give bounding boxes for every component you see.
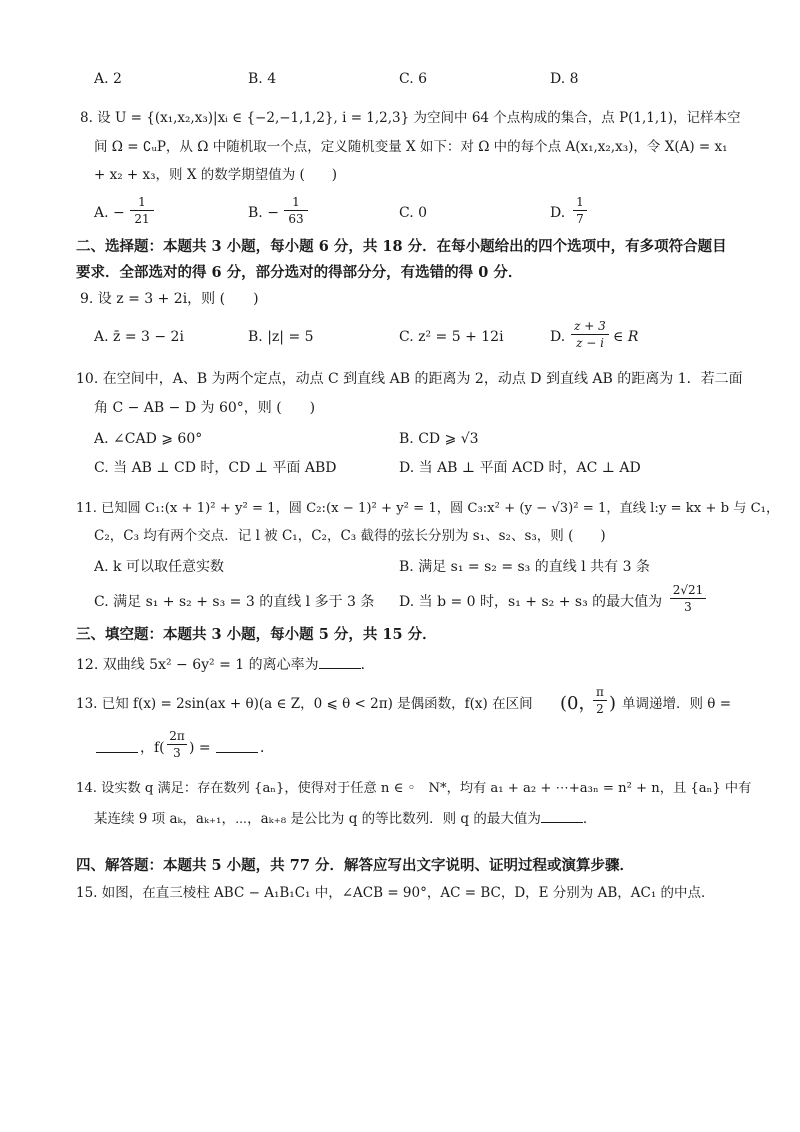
q12-answer-blank[interactable] bbox=[319, 656, 361, 669]
q11-line-1: 11. 已知圆 C₁:(x + 1)² + y² = 1，圆 C₂:(x − 1)² + y² = 1，圆 C₃:x² + (y − √3)² = 1，直线 l:y = kx + b 与 C₁， bbox=[76, 501, 780, 516]
q11-line-2: C₂，C₃ 均有两个交点．记 l 被 C₁，C₂，C₃ 截得的弦长分别为 s₁、s₂、s₃，则 ( ) bbox=[94, 528, 606, 544]
q13-f-fraction: $\frac{2\pi}{3}$ bbox=[167, 730, 187, 759]
q8-option-b-fraction: $\frac{1}{63}$ bbox=[284, 196, 308, 225]
q13-interval-open: (0， bbox=[560, 693, 597, 714]
q7-option-a: A. 2 bbox=[94, 71, 122, 87]
q13-interval-fraction: $\frac{\pi}{2}$ bbox=[593, 686, 607, 715]
q8-option-c: C. 0 bbox=[399, 205, 428, 221]
q8-line-1: 8. 设 U = {(x₁,x₂,x₃)|xᵢ ∈ {−2,−1,1,2}, i = 1,2,3} 为空间中 64 个点构成的集合，点 P(1,1,1)，记样本空 bbox=[80, 110, 741, 126]
section-2-heading-line-1: 二、选择题：本题共 3 小题，每小题 6 分，共 18 分．在每小题给出的四个选项中，有多项符合题目 bbox=[76, 238, 727, 255]
q14-line-1: 14. 设实数 q 满足：存在数列 {aₙ}，使得对于任意 n ∈ ◦ N*，均有 a₁ + a₂ + ⋯+a₃ₙ = n² + n，且 {aₙ} 中有 bbox=[76, 781, 752, 796]
q10-line-1: 10. 在空间中，A、B 为两个定点，动点 C 到直线 AB 的距离为 2，动点 D 到直线 AB 的距离为 1．若二面 bbox=[76, 371, 743, 387]
q10-option-d: D. 当 AB ⊥ 平面 ACD 时，AC ⊥ AD bbox=[399, 460, 641, 476]
q13-line-1-a: 13. 已知 f(x) = 2sin(ax + θ)(a ∈ Z，0 ⩽ θ < 2π) 是偶函数，f(x) 在区间 bbox=[76, 696, 533, 712]
q9-option-d-fraction: $\frac{z + 3}{z - i}$ bbox=[571, 320, 609, 349]
q11-option-c: C. 满足 s₁ + s₂ + s₃ = 3 的直线 l 多于 3 条 bbox=[94, 594, 375, 610]
q11-option-d-prefix: D. 当 b = 0 时，s₁ + s₂ + s₃ 的最大值为 bbox=[399, 594, 663, 610]
q14-line-2: 某连续 9 项 aₖ，aₖ₊₁，⋯，aₖ₊₈ 是公比为 q 的等比数列．则 q 的最大值为 ． bbox=[94, 811, 597, 827]
q9-option-c: C. z² = 5 + 12i bbox=[399, 329, 504, 345]
q13-f-value-blank[interactable] bbox=[216, 740, 258, 753]
section-2-heading-line-2: 要求．全部选对的得 6 分，部分选对的得部分分，有选错的得 0 分． bbox=[76, 264, 523, 281]
section-3-heading: 三、填空题：本题共 3 小题，每小题 5 分，共 15 分． bbox=[76, 626, 437, 643]
q15-stem: 15. 如图，在直三棱柱 ABC − A₁B₁C₁ 中，∠ACB = 90°，AC = BC，D，E 分别为 AB，AC₁ 的中点． bbox=[76, 885, 715, 901]
q11-option-b: B. 满足 s₁ = s₂ = s₃ 的直线 l 共有 3 条 bbox=[399, 559, 650, 575]
q10-option-c: C. 当 AB ⊥ CD 时，CD ⊥ 平面 ABD bbox=[94, 460, 337, 476]
q8-line-3: + x₂ + x₃，则 X 的数学期望值为 ( ) bbox=[94, 167, 338, 183]
section-4-heading: 四、解答题：本题共 5 小题，共 77 分．解答应写出文字说明、证明过程或演算步骤． bbox=[76, 857, 634, 874]
q9-option-d-suffix: ∈ R bbox=[613, 329, 639, 345]
q7-option-d: D. 8 bbox=[550, 71, 579, 87]
q9-option-d-prefix: D. bbox=[550, 329, 566, 345]
q13-line-2-a: ，f( bbox=[140, 740, 165, 756]
q9-stem: 9. 设 z = 3 + 2i，则 ( ) bbox=[80, 291, 259, 307]
q13-line-1-d: 单调递增．则 θ = bbox=[622, 696, 732, 712]
q13-interval-close: ) bbox=[609, 693, 617, 714]
q8-option-a-fraction: $\frac{1}{21}$ bbox=[130, 196, 154, 225]
q9-option-a: A. z̄ = 3 − 2i bbox=[94, 329, 184, 345]
q7-option-b: B. 4 bbox=[248, 71, 277, 87]
q10-option-b: B. CD ⩾ √3 bbox=[399, 431, 479, 447]
q13-theta-blank[interactable] bbox=[96, 740, 138, 753]
q8-option-b-prefix: B. − bbox=[248, 205, 279, 221]
q8-option-d-prefix: D. bbox=[550, 205, 566, 221]
q10-line-2: 角 C − AB − D 为 60°，则 ( ) bbox=[94, 400, 316, 416]
q14-answer-blank[interactable] bbox=[541, 810, 583, 823]
q13-line-2-c: ． bbox=[260, 740, 274, 756]
q7-option-c: C. 6 bbox=[399, 71, 428, 87]
q12-stem: 12. 双曲线 5x² − 6y² = 1 的离心率为 ． bbox=[76, 657, 375, 673]
q8-line-2: 间 Ω = ∁ᵤP，从 Ω 中随机取一个点，定义随机变量 X 如下：对 Ω 中的每个点 A(x₁,x₂,x₃)，令 X(A) = x₁ bbox=[94, 139, 728, 155]
q11-option-d-fraction: $\frac{2√21}{3}$ bbox=[670, 584, 706, 613]
q9-option-b: B. |z| = 5 bbox=[248, 329, 314, 345]
q8-option-a-prefix: A. − bbox=[94, 205, 125, 221]
q8-option-d-fraction: $\frac{1}{7}$ bbox=[573, 196, 587, 225]
q11-option-a: A. k 可以取任意实数 bbox=[94, 559, 224, 575]
q10-option-a: A. ∠CAD ⩾ 60° bbox=[94, 431, 203, 447]
q13-line-2-b: ) = bbox=[189, 740, 211, 756]
